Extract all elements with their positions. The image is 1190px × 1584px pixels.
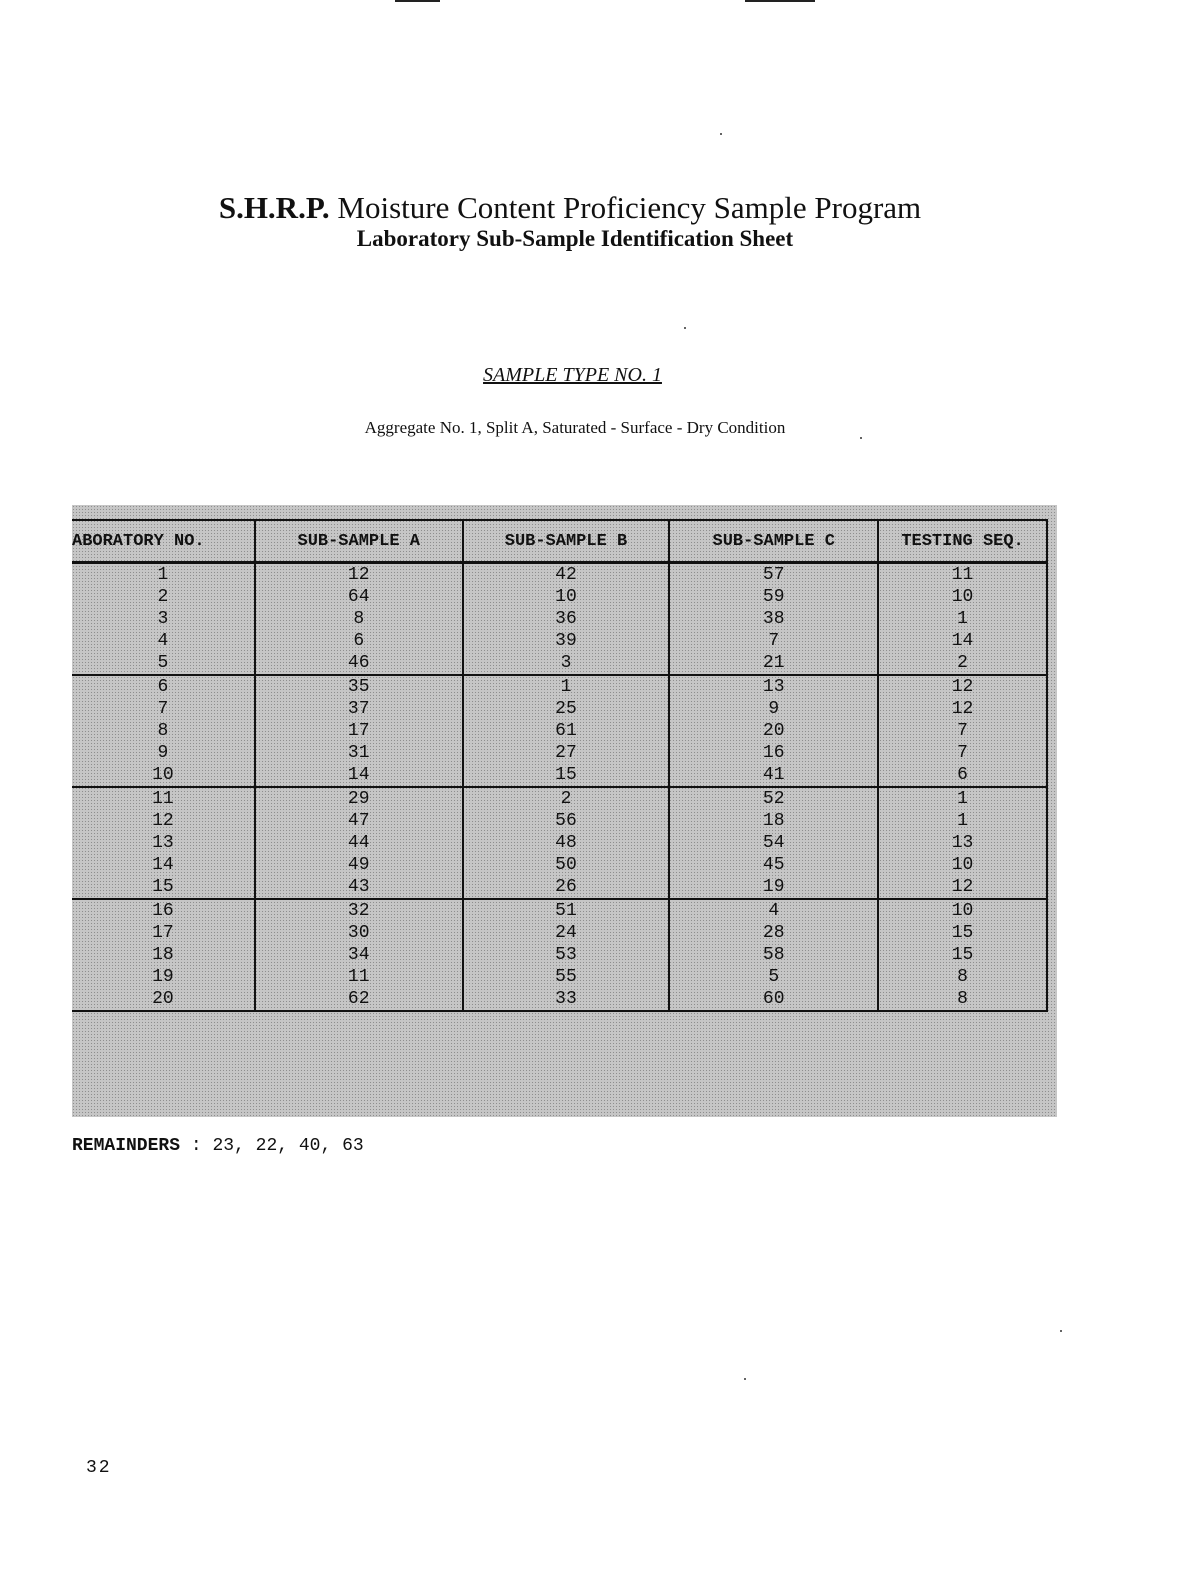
sub-sample-a-value: 44 [347,833,370,853]
sub-sample-c-value: 9 [768,699,780,719]
testing-seq-value: 10 [951,901,974,921]
sub-sample-c-value: 7 [768,631,780,651]
laboratory-no-value: 4 [157,631,169,651]
sub-sample-c-value: 57 [762,565,785,585]
sub-sample-b-value: 42 [555,565,577,585]
sub-sample-c-value: 21 [762,653,785,673]
title-text: Moisture Content Proficiency Sample Program [337,190,922,225]
testing-seq-value: 10 [951,855,974,875]
sub-sample-a-value: 35 [347,677,370,697]
sub-sample-a-cell [255,899,463,1011]
sub-sample-b-value: 27 [555,743,577,763]
sub-sample-b-value: 55 [555,967,577,987]
testing-seq-value: 7 [957,721,968,741]
remainders-label: REMAINDERS [72,1136,181,1156]
laboratory-no-value: 16 [152,901,174,921]
sub-sample-c-value: 16 [762,743,785,763]
testing-seq-value: 8 [957,989,968,1009]
sub-sample-c-value: 20 [762,721,785,741]
shaded-table-area [72,505,1057,1117]
laboratory-no-value: 7 [157,699,169,719]
sub-sample-a-value: 31 [347,743,370,763]
laboratory-no-value: 2 [157,587,169,607]
sub-sample-a-value: 47 [347,811,370,831]
testing-seq-value: 7 [957,743,968,763]
sub-sample-a-cell [255,675,463,787]
document-subtitle: Laboratory Sub-Sample Identification Sheet [356,226,794,251]
laboratory-no-value: 18 [152,945,174,965]
testing-seq-value: 15 [951,923,974,943]
testing-seq-value: 12 [951,699,974,719]
laboratory-no-value: 5 [157,653,169,673]
laboratory-no-value: 20 [152,989,174,1009]
sub-sample-c-value: 58 [762,945,785,965]
laboratory-no-value: 13 [152,833,174,853]
sub-sample-b-value: 25 [555,699,577,719]
scan-speck [1060,1330,1062,1332]
laboratory-no-value: 3 [157,609,169,629]
testing-seq-cell [878,787,1047,899]
sub-sample-c-value: 52 [762,789,785,809]
sub-sample-c-value: 45 [762,855,785,875]
laboratory-no-value: 11 [152,789,174,809]
sub-sample-c-value: 5 [768,967,780,987]
sample-type-heading: SAMPLE TYPE NO. 1 [483,364,662,386]
title-acronym: S.H.R.P. [218,190,330,225]
table-row-group [72,899,1047,1011]
sub-sample-b-value: 10 [555,587,577,607]
sub-sample-a-value: 8 [353,609,365,629]
sub-sample-b-value: 61 [555,721,577,741]
laboratory-no-cell [72,787,255,899]
sub-sample-a-value: 32 [347,901,370,921]
sub-sample-a-value: 34 [347,945,370,965]
testing-seq-value: 15 [951,945,974,965]
sub-sample-b-value: 50 [555,855,577,875]
sub-sample-a-value: 11 [347,967,370,987]
testing-seq-value: 14 [951,631,974,651]
sub-sample-c-value: 4 [768,901,780,921]
sub-sample-c-value: 28 [762,923,785,943]
sub-sample-b-value: 1 [560,677,572,697]
sub-sample-c-value: 60 [762,989,785,1009]
sub-sample-a-value: 64 [347,587,370,607]
sub-sample-b-value: 56 [555,811,577,831]
header-sub-sample-a: SUB-SAMPLE A [255,520,463,563]
sub-sample-b-value: 15 [555,765,577,785]
sample-condition: Aggregate No. 1, Split A, Saturated - Surface - Dry Condition [364,418,786,437]
table-header-row [72,520,1047,563]
sub-sample-c-cell [669,899,878,1011]
sub-sample-c-cell [669,675,878,787]
testing-seq-value: 2 [957,653,968,673]
sub-sample-a-cell [255,563,463,676]
sub-sample-c-value: 19 [762,877,785,897]
sub-sample-a-value: 37 [347,699,370,719]
laboratory-no-value: 1 [157,565,169,585]
testing-seq-cell [878,675,1047,787]
scan-speck [860,437,862,439]
laboratory-no-value: 8 [157,721,169,741]
top-edge-rule [745,0,815,2]
sub-sample-b-cell [463,563,670,676]
sub-sample-a-value: 62 [347,989,370,1009]
laboratory-no-value: 10 [152,765,174,785]
document-title [0,190,1140,226]
sub-sample-c-value: 38 [762,609,785,629]
testing-seq-value: 6 [957,765,968,785]
sub-sample-a-value: 17 [347,721,370,741]
testing-seq-value: 12 [951,677,974,697]
sub-sample-b-cell [463,675,670,787]
top-edge-rule [395,0,440,2]
laboratory-no-value: 14 [152,855,174,875]
testing-seq-value: 13 [951,833,974,853]
sub-sample-c-cell [669,563,878,676]
sub-sample-table [72,519,1048,1012]
table-row-group [72,563,1047,676]
laboratory-no-value: 6 [157,677,169,697]
sub-sample-c-value: 54 [762,833,785,853]
sub-sample-c-value: 13 [762,677,785,697]
scan-speck [744,1378,746,1380]
sub-sample-a-value: 46 [347,653,370,673]
laboratory-no-value: 12 [152,811,174,831]
testing-seq-value: 1 [957,789,968,809]
sub-sample-a-cell [255,787,463,899]
remainders-line [72,1136,364,1156]
header-laboratory-no: ABORATORY NO. [72,520,255,563]
laboratory-no-cell [72,563,255,676]
sub-sample-b-value: 26 [555,877,577,897]
sub-sample-b-value: 3 [560,653,572,673]
laboratory-no-cell [72,675,255,787]
sub-sample-b-value: 39 [555,631,577,651]
laboratory-no-value: 17 [152,923,174,943]
sub-sample-a-value: 6 [353,631,365,651]
testing-seq-value: 10 [951,587,974,607]
table-row-group [72,675,1047,787]
sub-sample-b-value: 53 [555,945,577,965]
sub-sample-b-cell [463,787,670,899]
header-testing-seq: TESTING SEQ. [878,520,1047,563]
sub-sample-a-value: 30 [347,923,370,943]
sub-sample-b-value: 33 [555,989,577,1009]
sub-sample-b-value: 36 [555,609,577,629]
laboratory-no-value: 19 [152,967,174,987]
sub-sample-a-value: 14 [347,765,370,785]
sub-sample-b-value: 2 [560,789,572,809]
testing-seq-cell [878,563,1047,676]
header-sub-sample-b: SUB-SAMPLE B [463,520,670,563]
scan-speck [684,327,686,329]
sub-sample-b-value: 48 [555,833,577,853]
testing-seq-value: 8 [957,967,968,987]
sub-sample-a-value: 43 [347,877,370,897]
sub-sample-a-value: 49 [347,855,370,875]
sub-sample-c-cell [669,787,878,899]
sub-sample-b-value: 51 [555,901,577,921]
sub-sample-b-cell [463,899,670,1011]
sub-sample-c-value: 59 [762,587,785,607]
remainders-values: : 23, 22, 40, 63 [190,1136,364,1156]
sub-sample-a-value: 12 [347,565,370,585]
laboratory-no-cell [72,899,255,1011]
sub-sample-a-value: 29 [347,789,370,809]
page-number: 32 [86,1458,112,1478]
sub-sample-b-value: 24 [555,923,577,943]
sub-sample-c-value: 18 [762,811,785,831]
table-row-group [72,787,1047,899]
laboratory-no-value: 9 [157,743,169,763]
testing-seq-value: 1 [957,811,968,831]
sub-sample-c-value: 41 [762,765,785,785]
testing-seq-value: 1 [957,609,968,629]
testing-seq-value: 11 [951,565,974,585]
testing-seq-value: 12 [951,877,974,897]
scan-speck [720,133,722,135]
header-sub-sample-c: SUB-SAMPLE C [669,520,878,563]
testing-seq-cell [878,899,1047,1011]
laboratory-no-value: 15 [152,877,174,897]
